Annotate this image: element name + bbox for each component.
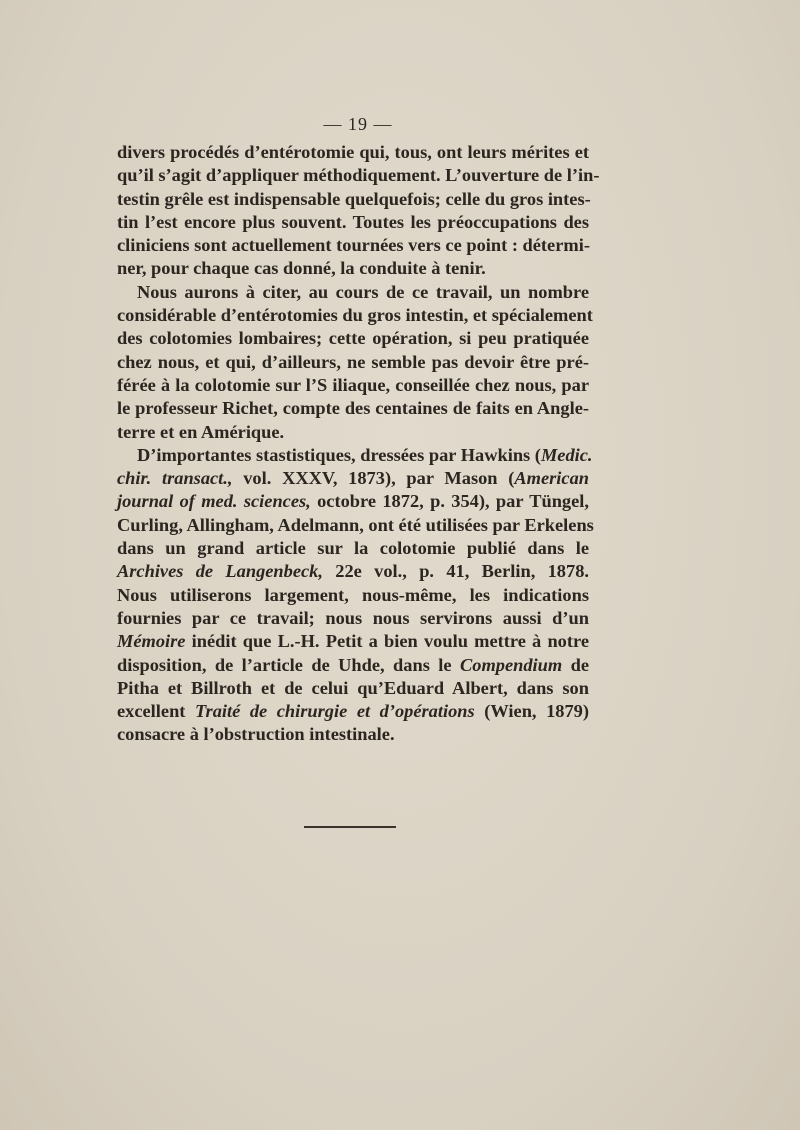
- italic-text: Compendium: [459, 654, 563, 675]
- text-line: [117, 351, 589, 374]
- italic-text: Medic.: [540, 444, 593, 465]
- text-line: [117, 304, 593, 327]
- text-segment: tin l’est encore plus souvent. Toutes les préoccupations des: [117, 211, 589, 232]
- text-segment: D’importantes stastistiques, dressées par Hawkins (: [137, 444, 541, 465]
- text-line: [117, 188, 589, 211]
- text-segment: cliniciens sont actuellement tournées vers ce point : détermi-: [117, 235, 590, 256]
- text-segment: divers procédés d’entérotomie qui, tous, ont leurs mérites et: [117, 142, 589, 162]
- text-segment: Nous aurons à citer, au cours de ce travail, un nombre: [137, 281, 589, 302]
- italic-text: Archives de Langenbeck,: [117, 561, 323, 582]
- text-segment: terre et en Amérique.: [117, 421, 285, 442]
- text-segment: excellent: [117, 701, 195, 722]
- text-segment: consacre à l’obstruction intestinale.: [117, 724, 395, 745]
- text-line: [117, 560, 589, 583]
- text-segment: le professeur Richet, compte des centaines de faits en Angle-: [117, 398, 589, 419]
- text-line: [117, 211, 589, 234]
- text-segment: chez nous, et qui, d’ailleurs, ne semble pas devoir être pré-: [117, 351, 589, 372]
- text-line: [117, 723, 589, 746]
- text-line: [117, 607, 589, 630]
- text-line: [117, 630, 589, 653]
- text-segment: Pitha et Billroth et de celui qu’Eduard Albert, dans son: [117, 677, 589, 698]
- text-segment: férée à la colotomie sur l’S iliaque, conseillée chez nous, par: [117, 374, 589, 395]
- text-segment: fournies par ce travail; nous nous servirons aussi d’un: [117, 607, 589, 628]
- italic-text: Traité de chirurgie et d’opérations: [194, 701, 475, 722]
- text-segment: 22e vol., p. 41, Berlin, 1878.: [322, 561, 589, 582]
- text-line: [117, 421, 589, 444]
- text-segment: inédit que L.-H. Petit a bien voulu mettre à notre: [185, 631, 589, 652]
- text-line: [117, 514, 594, 537]
- text-line: [117, 164, 600, 187]
- text-segment: Curling, Allingham, Adelmann, ont été utilisées par Erkelens: [117, 514, 594, 535]
- text-segment: des colotomies lombaires; cette opération, si peu pratiquée: [117, 328, 589, 349]
- text-segment: de: [562, 654, 589, 675]
- text-line: [117, 584, 589, 607]
- text-segment: considérable d’entérotomies du gros intestin, et spécialement: [117, 305, 593, 326]
- page-number: — 19 —: [323, 114, 393, 134]
- italic-text: journal of med. sciences,: [117, 491, 311, 512]
- text-segment: dans un grand article sur la colotomie publié dans le: [117, 538, 589, 559]
- text-segment: ner, pour chaque cas donné, la conduite à tenir.: [117, 258, 486, 279]
- text-line: [117, 257, 589, 280]
- text-segment: vol. XXXV, 1873), par Mason (: [232, 468, 515, 489]
- text-line: [117, 700, 589, 723]
- text-line: [117, 490, 589, 513]
- text-line: [117, 397, 589, 420]
- italic-text: American: [514, 468, 589, 489]
- text-line: [117, 537, 589, 560]
- text-line: [117, 467, 589, 490]
- text-segment: (Wien, 1879): [474, 701, 589, 722]
- text-line: [117, 234, 589, 257]
- text-segment: disposition, de l’article de Uhde, dans le: [117, 654, 460, 675]
- text-segment: qu’il s’agit d’appliquer méthodiquement. L’ouverture de l’in-: [117, 165, 600, 186]
- text-line: [117, 281, 589, 304]
- text-line: [117, 444, 593, 467]
- text-segment: testin grêle est indispensable quelquefois; celle du gros intes-: [117, 188, 591, 209]
- text-line: [117, 374, 589, 397]
- text-line: [117, 327, 589, 350]
- text-line: [117, 141, 589, 164]
- text-segment: octobre 1872, p. 354), par Tüngel,: [310, 491, 589, 512]
- section-divider: [304, 826, 396, 828]
- text-segment: Nous utiliserons largement, nous-même, les indications: [117, 584, 589, 605]
- text-line: [117, 677, 589, 700]
- italic-text: chir. transact.,: [117, 468, 233, 489]
- body-text: [117, 141, 600, 747]
- text-line: [117, 654, 589, 677]
- italic-text: Mémoire: [117, 631, 186, 652]
